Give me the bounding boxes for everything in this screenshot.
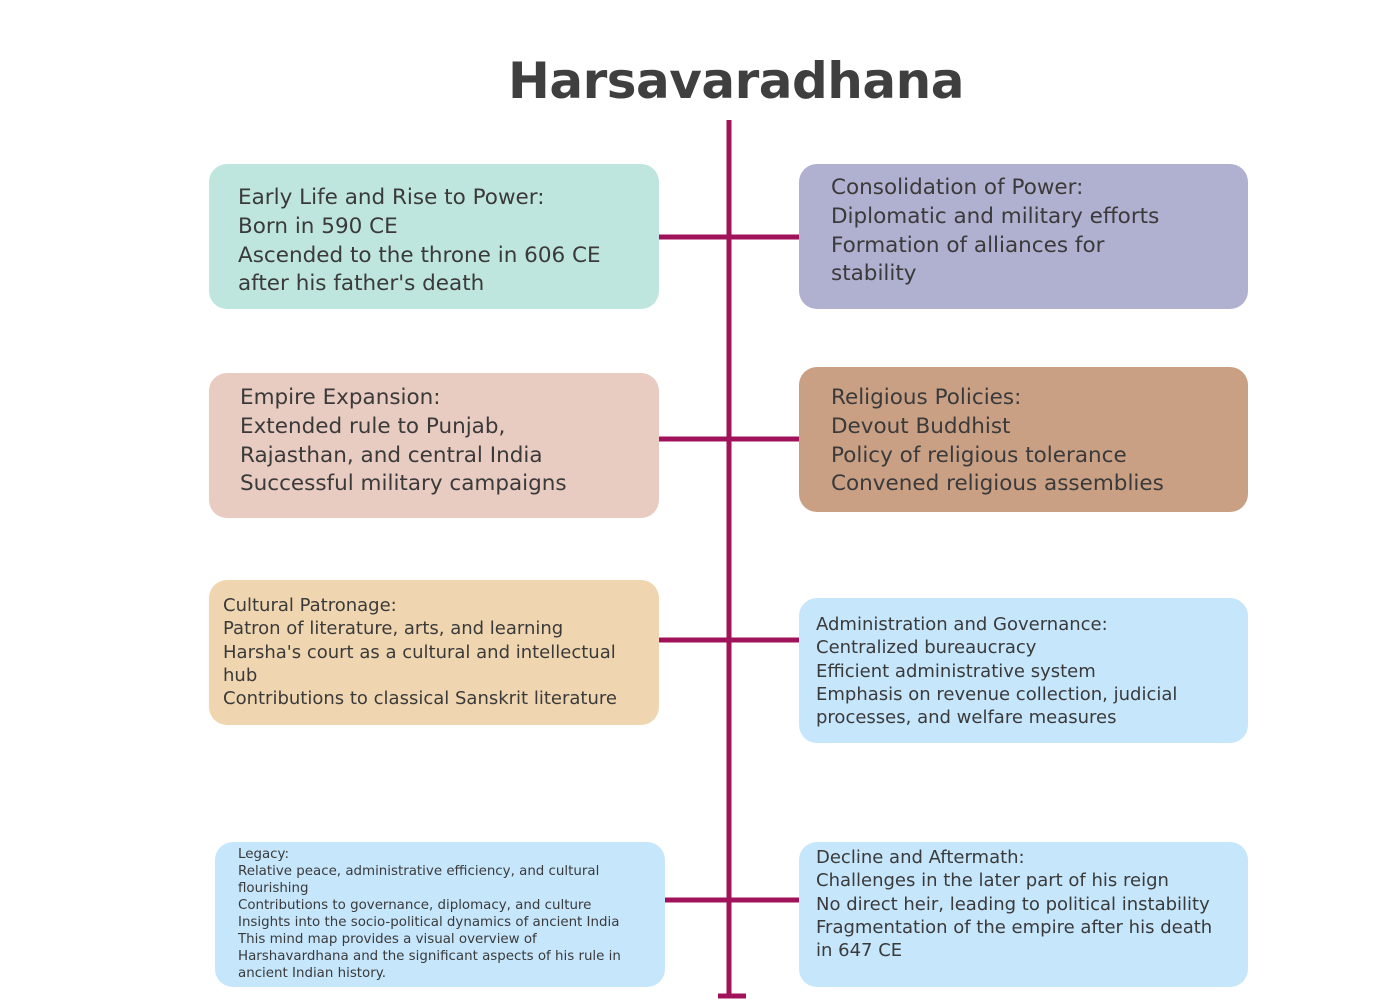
card-line: Extended rule to Punjab, Rajasthan, and central India <box>240 413 543 468</box>
card-consolidation-text <box>831 174 1236 289</box>
card-line: Challenges in the later part of his reign <box>816 870 1169 892</box>
card-line: Relative peace, administrative efficiency, and cultural flourishing <box>238 864 600 896</box>
card-religious-policies <box>799 367 1248 512</box>
card-heading: Consolidation of Power: <box>831 175 1084 200</box>
card-line: Formation of alliances for stability <box>831 232 1105 287</box>
card-line: This mind map provides a visual overview of Harshavardhana and the significant aspects of his rule in ancient Indian history. <box>238 932 621 981</box>
card-heading: Legacy: <box>238 847 289 862</box>
card-line: Diplomatic and military efforts <box>831 203 1160 229</box>
card-expansion-text <box>240 384 655 499</box>
card-heading: Administration and Governance: <box>816 614 1108 635</box>
card-line: Born in 590 CE <box>238 213 398 239</box>
card-empire-expansion <box>209 373 659 518</box>
card-decline-text <box>816 846 1244 962</box>
card-line: Insights into the socio-political dynamics of ancient India <box>238 915 620 930</box>
card-heading: Decline and Aftermath: <box>816 847 1025 868</box>
card-heading: Early Life and Rise to Power: <box>238 185 545 210</box>
card-line: Ascended to the throne in 606 CE after his father's death <box>238 242 601 297</box>
card-heading: Empire Expansion: <box>240 385 441 410</box>
card-religious-text <box>831 384 1246 499</box>
card-line: Harsha's court as a cultural and intellectual hub <box>223 641 616 686</box>
card-line: Centralized bureaucracy <box>816 637 1037 659</box>
card-heading: Cultural Patronage: <box>223 595 397 616</box>
card-line: Emphasis on revenue collection, judicial processes, and welfare measures <box>816 683 1178 729</box>
card-early-life-text <box>238 184 653 299</box>
card-decline-aftermath <box>799 842 1248 987</box>
card-administration <box>799 598 1248 743</box>
card-cultural-patronage <box>209 580 659 725</box>
card-line: Patron of literature, arts, and learning <box>223 618 564 640</box>
page-title: Harsavaradhana <box>508 52 964 110</box>
card-legacy <box>215 842 665 987</box>
card-line: No direct heir, leading to political instability <box>816 893 1210 915</box>
card-consolidation <box>799 164 1248 309</box>
card-heading: Religious Policies: <box>831 385 1022 410</box>
card-line: Convened religious assemblies <box>831 471 1164 497</box>
card-line: Policy of religious tolerance <box>831 442 1127 468</box>
card-line: Contributions to governance, diplomacy, and culture <box>238 898 592 913</box>
card-line: Fragmentation of the empire after his death in 647 CE <box>816 916 1213 962</box>
card-legacy-text <box>238 846 653 982</box>
card-early-life <box>209 164 659 309</box>
card-cultural-text <box>223 594 653 710</box>
card-line: Efficient administrative system <box>816 660 1096 682</box>
card-line: Devout Buddhist <box>831 413 1011 439</box>
card-administration-text <box>816 613 1241 729</box>
card-line: Contributions to classical Sanskrit literature <box>223 688 617 710</box>
card-line: Successful military campaigns <box>240 471 567 497</box>
